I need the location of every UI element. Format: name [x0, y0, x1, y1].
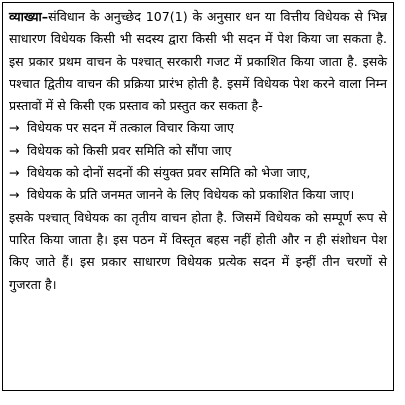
bullet-text-4: विधेयक के प्रति जनमत जानने के लिए विधेयक को प्रकाशित किया जाए।	[27, 187, 355, 203]
bullet-text-2: विधेयक को किसी प्रवर समिति को सौंपा जाए	[27, 142, 232, 158]
bullet-text-1: विधेयक पर सदन में तत्काल विचार किया जाए	[27, 120, 234, 136]
conclusion-paragraph	[9, 207, 387, 296]
bullet-item-4	[9, 184, 387, 206]
bullet-item-1	[9, 117, 387, 139]
arrow-right-icon: →	[9, 165, 20, 181]
arrow-right-icon: →	[9, 187, 20, 203]
bullet-item-3	[9, 162, 387, 184]
arrow-right-icon: →	[9, 142, 20, 158]
text-box	[2, 2, 394, 391]
arrow-right-icon: →	[9, 120, 20, 136]
bullet-text-3: विधेयक को दोनों सदनों की संयुक्त प्रवर समिति को भेजा जाए,	[27, 165, 311, 181]
intro-paragraph	[9, 6, 387, 117]
intro-text: संविधान के अनुच्छेद 107(1) के अनुसार धन या वित्तीय विधेयक से भिन्न साधारण विधेयक किसी भी सदस्य द्वारा किसी भी सदन में पेश किया जा सकता है. इस प्रकार प्रथम वाचन के पश्चात् सरकारी गजट में प्रकाशित किया जाता है. इसके पश्चात द्वितीय वाचन की प्रक्रिया प्रारंभ होती है. इसमें विधेयक पेश करने वाला निम्न प्रस्तावों में से किसी एक प्रस्ताव को प्रस्तुत कर सकता है-	[9, 9, 387, 114]
bullet-item-2	[9, 140, 387, 162]
heading-label: व्याख्या–	[9, 9, 49, 24]
conclusion-text: इसके पश्चात् विधेयक का तृतीय वाचन होता है. जिसमें विधेयक को सम्पूर्ण रूप से पारित किया जाता है। इस पठन में विस्तृत बहस नहीं होती और न ही संशोधन पेश किए जाते हैं। इस प्रकार साधारण विधेयक प्रत्येक सदन में इन्हीं तीन चरणों से गुजरता है।	[9, 209, 387, 292]
